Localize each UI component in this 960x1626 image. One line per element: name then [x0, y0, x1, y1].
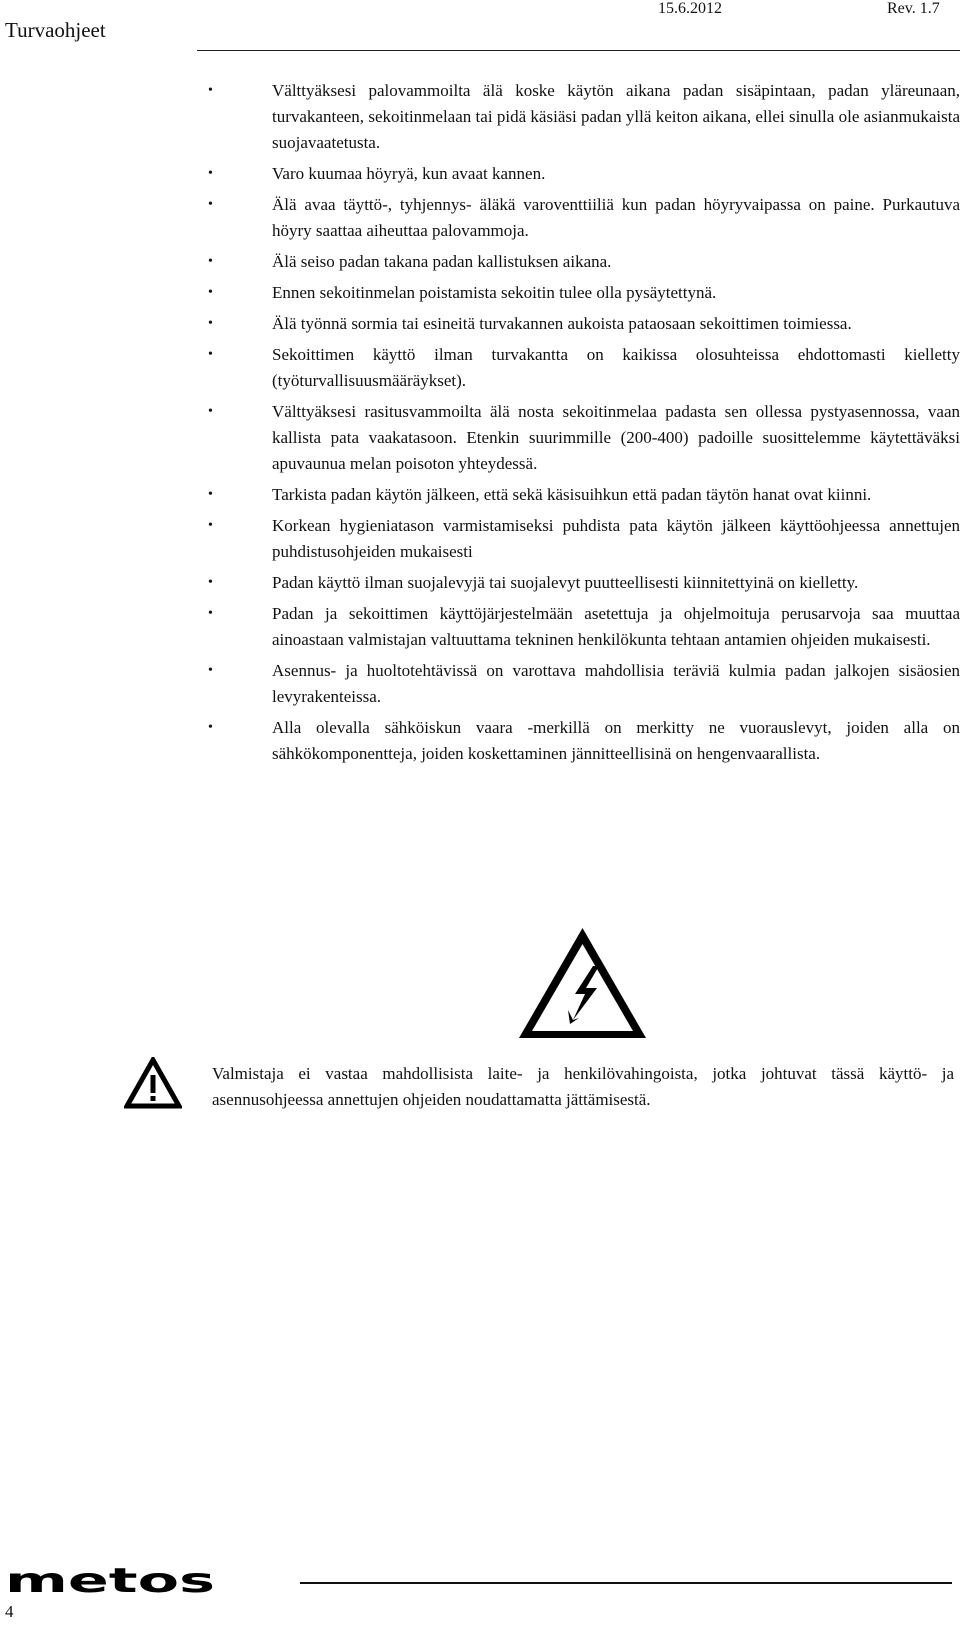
- list-item-text: Tarkista padan käytön jälkeen, että sekä käsisuihkun että padan täytön hanat ovat kiinni.: [272, 485, 872, 504]
- bullet: •: [208, 83, 213, 98]
- footer-rule: [300, 1582, 952, 1584]
- list-item: [200, 280, 960, 306]
- list-item: [200, 78, 960, 156]
- list-item: [200, 249, 960, 275]
- bullet: •: [208, 720, 213, 735]
- list-item: [200, 482, 960, 508]
- list-item: [200, 192, 960, 244]
- bullet: •: [208, 197, 213, 212]
- exclamation-warning-icon: [124, 1057, 182, 1109]
- bullet: •: [208, 663, 213, 678]
- list-item: [200, 311, 960, 337]
- list-item-text: Ennen sekoitinmelan poistamista sekoitin tulee olla pysäytettynä.: [272, 283, 717, 302]
- liability-notice: Valmistaja ei vastaa mahdollisista laite- ja henkilövahingoista, jotka johtuvat tässä käyttö- ja asennusohjeessa annettujen ohjeiden noudattamatta jättämisestä.: [212, 1064, 954, 1109]
- safety-instructions-list: [200, 78, 960, 772]
- list-item-text: Älä työnnä sormia tai esineitä turvakannen aukoista pataosaan sekoittimen toimiessa.: [272, 314, 852, 333]
- bullet: •: [208, 166, 213, 181]
- page-header: [0, 0, 960, 56]
- bullet: •: [208, 518, 213, 533]
- bullet: •: [208, 404, 213, 419]
- list-item: [200, 601, 960, 653]
- list-item-text: Varo kuumaa höyryä, kun avaat kannen.: [272, 164, 546, 183]
- list-item: [200, 715, 960, 767]
- section-title: Turvaohjeet: [5, 18, 106, 42]
- list-item-text: Välttyäksesi rasitusvammoilta älä nosta sekoitinmelaa padasta sen ollessa pystyasennossa, vaan kallista pata vaakatasoon. Etenkin suurimmille (200-400) padoille suosittelemme käytettäväksi apuvaunua melan poisoton yhteydessä.: [272, 402, 960, 473]
- list-item-text: Alla olevalla sähköiskun vaara -merkillä on merkitty ne vuorauslevyt, joiden alla on sähkökomponentteja, joiden koskettaminen jännitteellisinä on hengenvaarallista.: [272, 718, 960, 763]
- list-item: [200, 658, 960, 710]
- list-item-text: Padan ja sekoittimen käyttöjärjestelmään asetettuja ja ohjelmoituja perusarvoja saa muuttaa ainoastaan valmistajan valtuuttama tekninen henkilökunta tehtaan antamien ohjeiden mukaisesti.: [272, 604, 960, 649]
- page-number: 4: [5, 1602, 14, 1621]
- bullet: •: [208, 347, 213, 362]
- list-item-text: Korkean hygieniatason varmistamiseksi puhdista pata käytön jälkeen käyttöohjeessa annettujen puhdistusohjeiden mukaisesti: [272, 516, 960, 561]
- bullet: •: [208, 285, 213, 300]
- list-item-text: Älä seiso padan takana padan kallistuksen aikana.: [272, 252, 612, 271]
- document-date: 15.6.2012: [658, 0, 722, 17]
- list-item-text: Sekoittimen käyttö ilman turvakantta on kaikissa olosuhteissa ehdottomasti kielletty (työturvallisuusmääräykset).: [272, 345, 960, 390]
- list-item: [200, 399, 960, 477]
- list-item: [200, 342, 960, 394]
- electric-shock-warning-icon: [515, 924, 650, 1042]
- list-item-text: Padan käyttö ilman suojalevyjä tai suojalevyt puutteellisesti kiinnitettyinä on kielletty.: [272, 573, 859, 592]
- bullet: •: [208, 487, 213, 502]
- bullet: •: [208, 254, 213, 269]
- document-revision: Rev. 1.7: [887, 0, 940, 17]
- list-item-text: Asennus- ja huoltotehtävissä on varottava mahdollisia teräviä kulmia padan jalkojen sisäosien levyrakenteissa.: [272, 661, 960, 706]
- header-rule: [197, 50, 960, 51]
- list-item: [200, 161, 960, 187]
- list-item: [200, 513, 960, 565]
- metos-logo: [5, 1566, 217, 1596]
- bullet: •: [208, 606, 213, 621]
- list-item-text: Älä avaa täyttö-, tyhjennys- äläkä varoventtiiliä kun padan höyryvaipassa on paine. Purkautuva höyry saattaa aiheuttaa palovammoja.: [272, 195, 960, 240]
- list-item: [200, 570, 960, 596]
- bullet: •: [208, 575, 213, 590]
- logo-wordmark: metos: [5, 1566, 215, 1596]
- list-item-text: Välttyäksesi palovammoilta älä koske käytön aikana padan sisäpintaan, padan yläreunaan, turvakanteen, sekoitinmelaan tai pidä käsiäsi padan yllä keiton aikana, ellei sinulla ole asianmukaista suojavaatetusta.: [272, 81, 960, 152]
- bullet: •: [208, 316, 213, 331]
